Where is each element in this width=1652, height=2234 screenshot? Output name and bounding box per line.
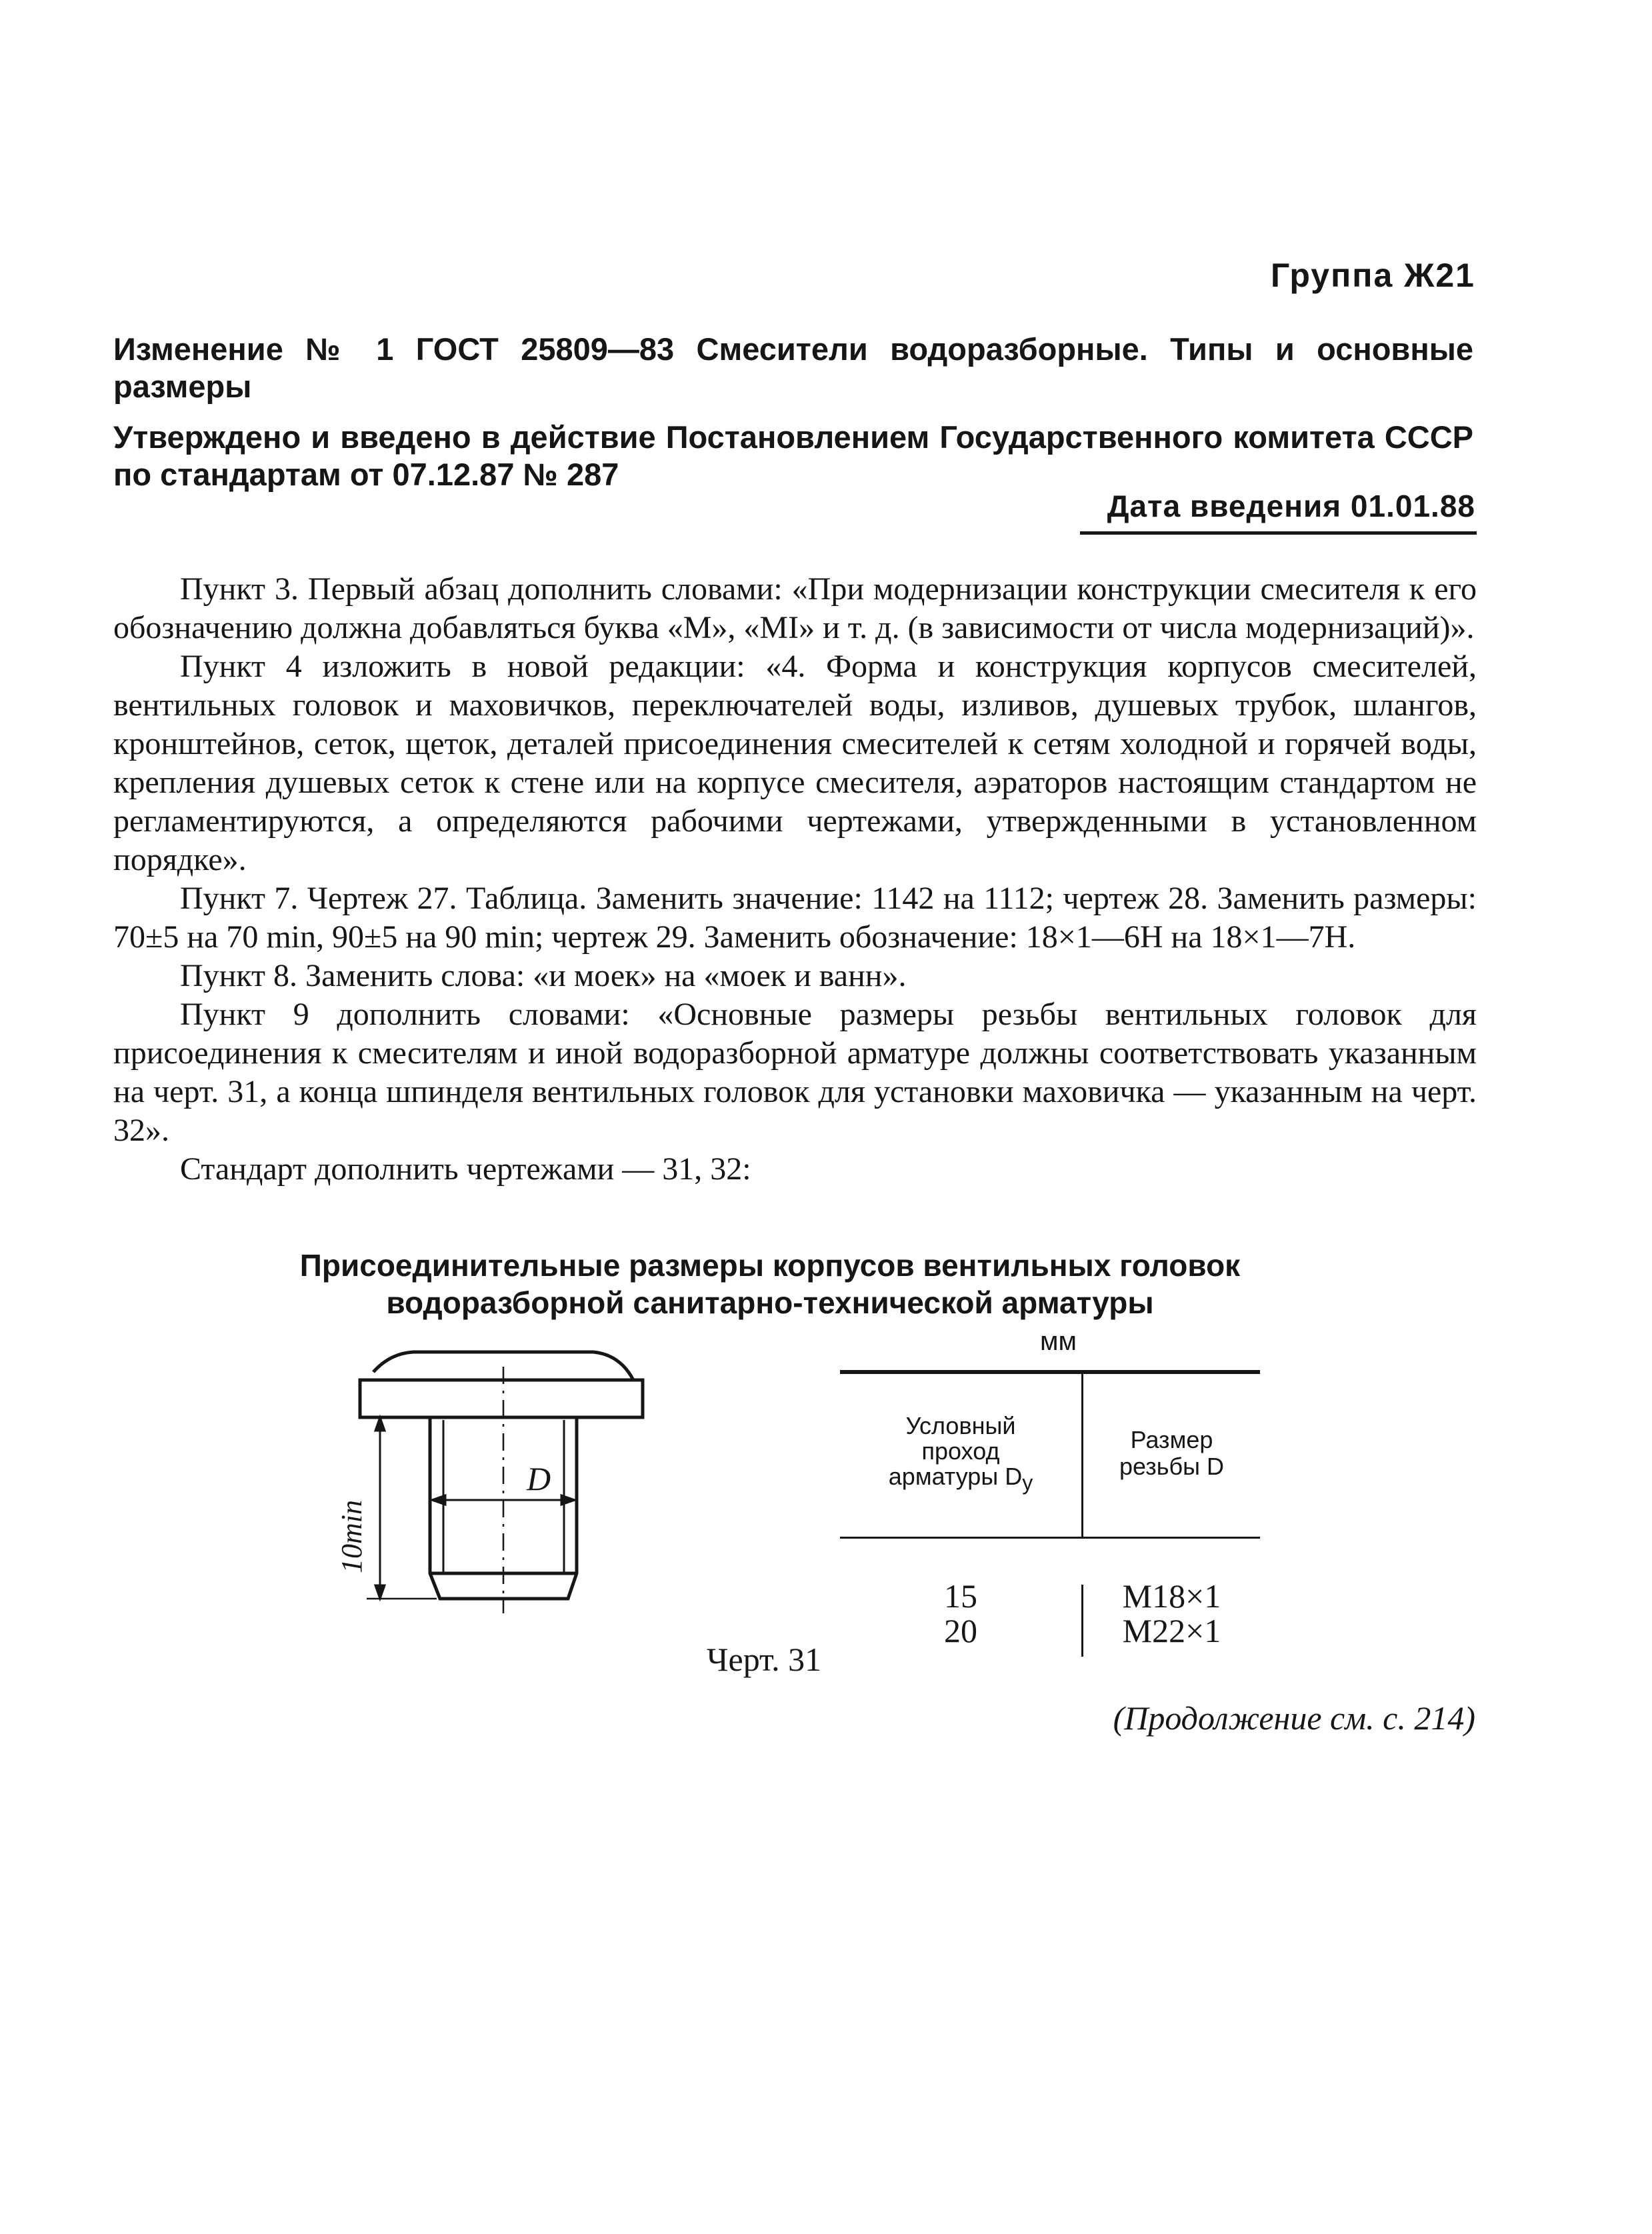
figure-title-line2: водоразборной санитарно-технической арматуры bbox=[386, 1285, 1154, 1320]
approval-statement: Утверждено и введено в действие Постановлением Государственного комитета СССР по стандартам от 07.12.87 № 287 bbox=[113, 419, 1473, 492]
paragraph-item-9: Пункт 9 дополнить словами: «Основные размеры резьбы вентильных головок для присоединения к смесителям и иной водоразборной арматуре должны соответствовать указанным на черт. 31, а конца шпинделя вентильных головок для установки маховичка — указанным на черт. 32». bbox=[113, 997, 1477, 1148]
figure-title-line1: Присоединительные размеры корпусов вентильных головок bbox=[299, 1248, 1241, 1283]
figure-title bbox=[287, 1247, 1253, 1321]
effective-date: Дата введения 01.01.88 bbox=[1107, 489, 1475, 523]
units-label: мм bbox=[1040, 1327, 1077, 1356]
paragraph-item-8: Пункт 8. Заменить слова: «и моек» на «моек и ванн». bbox=[180, 958, 907, 993]
table-header-thread-size: Размер резьбы D bbox=[1119, 1426, 1224, 1480]
table-header-nominal-bore: Условный проход арматуры $D_у$ bbox=[888, 1412, 1033, 1495]
amendment-body bbox=[113, 570, 1477, 1189]
continuation-note: (Продолжение см. с. 214) bbox=[1113, 1699, 1475, 1737]
valve-body-drawing bbox=[307, 1347, 680, 1627]
table-cell-d: M18×1 bbox=[1122, 1577, 1221, 1615]
dimension-height-label: 10min bbox=[335, 1500, 368, 1573]
thread-size-table bbox=[840, 1370, 1260, 1657]
dimension-d-label: D bbox=[527, 1460, 551, 1497]
paragraph-item-7: Пункт 7. Чертеж 27. Таблица. Заменить значение: 1142 на 1112; чертеж 28. Заменить размеры: 70±5 на 70 min, 90±5 на 90 min; чертеж 29. Заменить обозначение: 18×1—6Н на 18×1—7Н. bbox=[113, 881, 1477, 955]
effective-date-underline bbox=[1080, 531, 1477, 535]
group-code: Группа Ж21 bbox=[1270, 257, 1475, 294]
paragraph-item-3: Пункт 3. Первый абзац дополнить словами: «При модернизации конструкции смесителя к его обозначению должна добавляться буква «М», «МI» и т. д. (в зависимости от числа модернизаций)». bbox=[113, 571, 1477, 645]
figure-caption: Черт. 31 bbox=[707, 1641, 822, 1678]
table-cell-dy: 20 bbox=[944, 1612, 977, 1649]
paragraph-addition: Стандарт дополнить чертежами — 31, 32: bbox=[180, 1151, 751, 1187]
amendment-title: Изменение № 1 ГОСТ 25809—83 Смесители водоразборные. Типы и основные размеры bbox=[113, 331, 1473, 404]
dimension-height bbox=[367, 1417, 437, 1599]
table-cell-dy: 15 bbox=[944, 1577, 977, 1615]
paragraph-item-4: Пункт 4 изложить в новой редакции: «4. Форма и конструкция корпусов смесителей, вентильных головок и маховичков, переключателей воды, изливов, душевых трубок, шлангов, кронштейнов, сеток, щеток, деталей присоединения смесителей к сетям холодной и горячей воды, крепления душевых сеток к стене или на корпусе смесителя, аэраторов настоящим стандартом не регламентируются, а определяются рабочими чертежами, утвержденными в установленном порядке». bbox=[113, 649, 1477, 877]
table-cell-d: M22×1 bbox=[1122, 1612, 1221, 1649]
drawing-flange bbox=[360, 1380, 643, 1417]
